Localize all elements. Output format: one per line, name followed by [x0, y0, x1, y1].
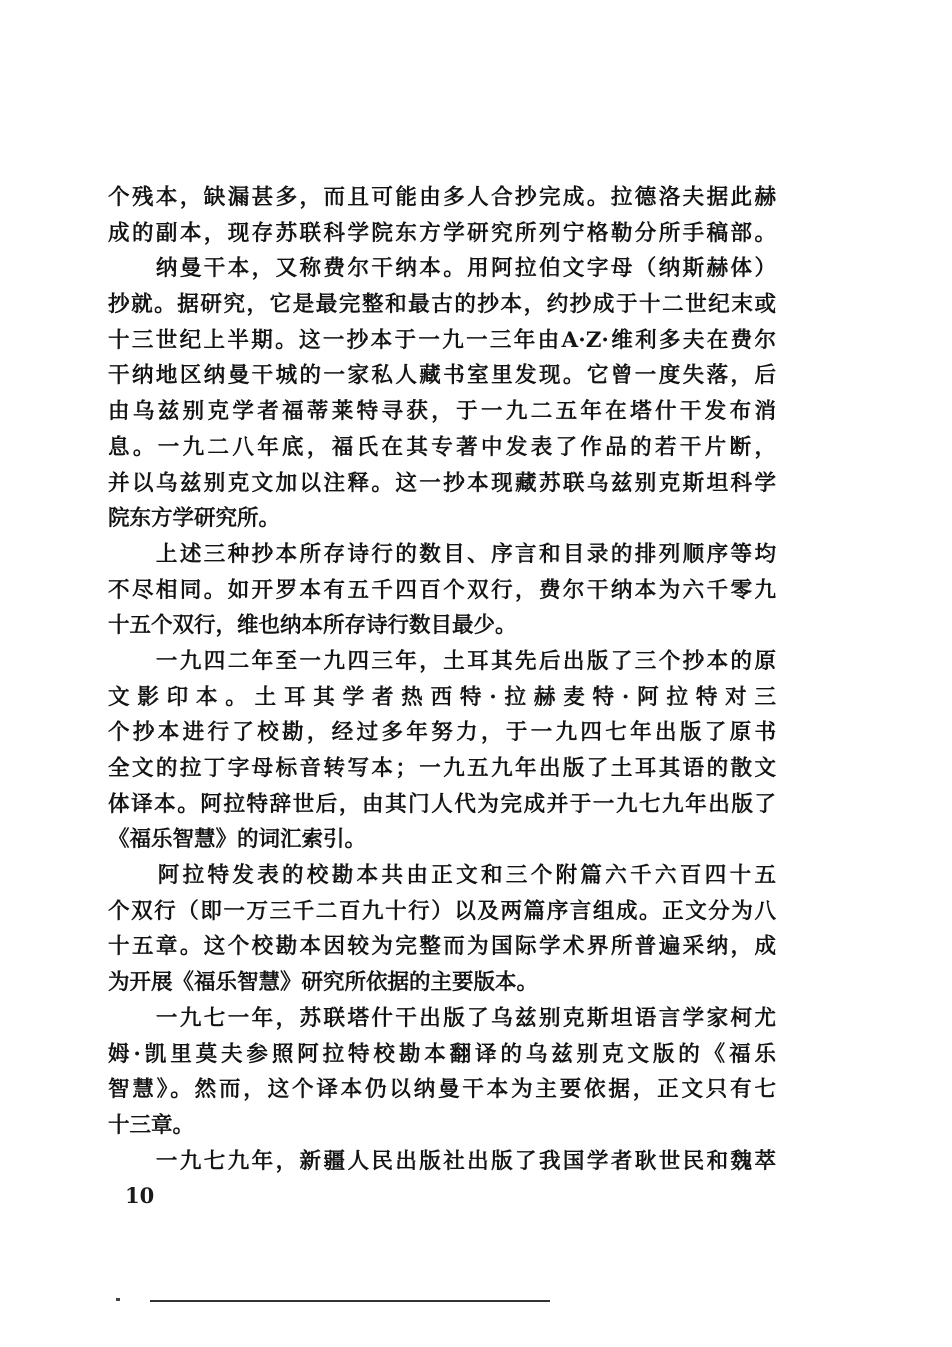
text-line: 抄就。据研究，它是最完整和最古的抄本，约抄成于十二世纪末或	[108, 292, 776, 318]
text-line: 一九四二年至一九四三年，土耳其先后出版了三个抄本的原	[108, 648, 776, 674]
text-line: 文影印本。土耳其学者热西特·拉赫麦特·阿拉特对三	[108, 684, 776, 710]
text-line: 息。一九二八年底，福氏在其专著中发表了作品的若干片断，	[108, 434, 776, 460]
text-line: 十五个双行，维也纳本所存诗行数目最少。	[108, 613, 517, 639]
text-line: 一九七九年，新疆人民出版社出版了我国学者耿世民和魏萃	[108, 1148, 776, 1174]
text-line: 全文的拉丁字母标音转写本；一九五九年出版了土耳其语的散文	[108, 756, 776, 781]
scan-artifact-line	[150, 1300, 550, 1302]
text-line: 干纳地区纳曼干城的一家私人藏书室里发现。它曾一度失落，后	[108, 363, 776, 389]
text-line: 纳曼干本，又称费尔干纳本。用阿拉伯文字母（纳斯赫体）	[108, 256, 776, 282]
text-line: 十五章。这个校勘本因较为完整而为国际学术界所普遍采纳，成	[108, 934, 776, 960]
text-line: 十三章。	[108, 1112, 195, 1138]
text-line: 并以乌兹别克文加以注释。这一抄本现藏苏联乌兹别克斯坦科学	[108, 470, 776, 496]
text-line: 上述三种抄本所存诗行的数目、序言和目录的排列顺序等均	[108, 541, 776, 567]
text-line: 成的副本，现存苏联科学院东方学研究所列宁格勒分所手稿部。	[108, 220, 776, 246]
text-line: 为开展《福乐智慧》研究所依据的主要版本。	[108, 970, 539, 996]
body-text	[108, 180, 776, 1179]
text-line: 十三世纪上半期。这一抄本于一九一三年由A·Z·维利多夫在费尔	[108, 327, 776, 353]
text-line: 个双行（即一万三千二百九十行）以及两篇序言组成。正文分为八	[108, 898, 776, 924]
scan-artifact-dot	[116, 1298, 120, 1301]
text-line: 阿拉特发表的校勘本共由正文和三个附篇六千六百四十五	[108, 863, 776, 889]
text-line: 体译本。阿拉特辞世后，由其门人代为完成并于一九七九年出版了	[108, 791, 776, 817]
text-line: 不尽相同。如开罗本有五千四百个双行，费尔干纳本为六千零九	[108, 577, 776, 603]
text-line: 姆·凯里莫夫参照阿拉特校勘本翻译的乌兹别克文版的《福乐	[108, 1041, 776, 1067]
text-line: 智慧》。然而，这个译本仍以纳曼干本为主要依据，正文只有七	[108, 1077, 776, 1103]
text-line: 《福乐智慧》的词汇索引。	[108, 827, 367, 853]
text-line: 由乌兹别克学者福蒂莱特寻获，于一九二五年在塔什干发布消	[108, 399, 776, 425]
text-line: 一九七一年，苏联塔什干出版了乌兹别克斯坦语言学家柯尤	[108, 1005, 776, 1031]
page-number: 10	[125, 1183, 155, 1208]
text-line: 院东方学研究所。	[108, 506, 281, 532]
text-line: 个残本，缺漏甚多，而且可能由多人合抄完成。拉德洛夫据此赫	[108, 185, 776, 210]
text-line: 个抄本进行了校勘，经过多年努力，于一九四七年出版了原书	[108, 720, 776, 746]
